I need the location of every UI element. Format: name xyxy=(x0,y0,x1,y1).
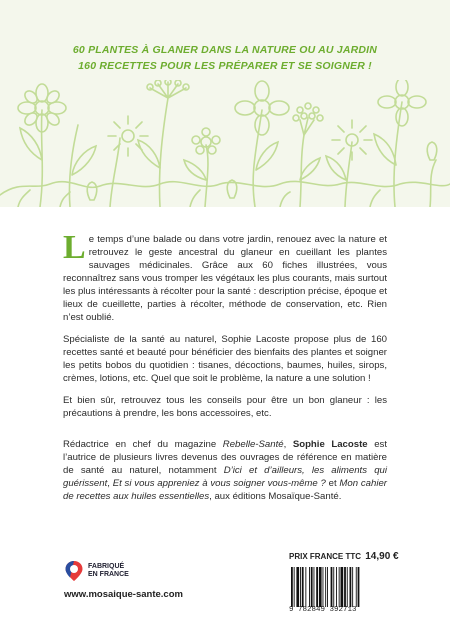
tagline-line-1: 60 PLANTES À GLANER DANS LA NATURE OU AU JARDIN xyxy=(72,44,378,56)
author-name: Sophie Lacoste xyxy=(292,439,368,450)
price-tag: PRIX FRANCE TTC 14,90 € xyxy=(289,551,399,562)
book-title-2: Et si vous appreniez à vous soigner vous-même ? xyxy=(112,478,326,489)
drop-cap: L xyxy=(63,229,86,266)
author-bio: Rédactrice en chef du magazine Rebelle-Santé, Sophie Lacoste est l’autrice de plusieurs livres devenus des ouvrages de référence en matière de santé au naturel, notamment D’ici et d’ailleurs, les aliments qui guérissent, Et si vous appreniez à vous soigner vous-même ? et Mon cahier de recettes aux huiles essentielles, aux éditions Mosaïque-Santé. xyxy=(63,439,387,502)
book-title-3: Mon cahier de recettes aux huiles essentielles xyxy=(63,478,387,502)
barcode-icon xyxy=(289,567,387,607)
botanical-illustration xyxy=(0,80,450,207)
magazine-title: Rebelle-Santé xyxy=(222,439,284,450)
barcode xyxy=(289,567,387,607)
location-pin-icon xyxy=(64,560,84,582)
paragraph-advice: Et bien sûr, retrouvez tous les conseils pour être un bon glaneur : les précautions à prendre, les bons accessoires, etc. xyxy=(63,395,387,419)
paragraph-intro: Le temps d’une balade ou dans votre jardin, renouez avec la nature et retrouvez le geste ancestral du glaneur en cueillant les plantes sauvages médicinales. Grâce aux 60 fiches illustrées, vous reconnaîtrez sans vous tromper les végétaux les plus courants, mais surtout les plus intéressants à récolter pour la santé : description précise, époque et lieux de cueillette, parties à récolter, méthode de conservation, etc. Rien n’est oublié. xyxy=(63,229,387,323)
book-title-1: D’ici et d’ailleurs, les aliments qui guérissent xyxy=(63,465,387,489)
paragraph-recipes: Spécialiste de la santé au naturel, Sophie Lacoste propose plus de 160 recettes santé et beauté pour bénéficier des bienfaits des plantes et soigner les petits bobos du quotidien : tisanes, décoctions, baumes, huiles, sirops, crèmes, lotions, etc. Quel que soit le problème, la nature a une solution ! xyxy=(63,334,387,384)
fabrique-en-france-logo xyxy=(64,560,129,582)
tagline-line-2: 160 RECETTES POUR LES PRÉPARER ET SE SOIGNER ! xyxy=(78,60,372,72)
website-url: www.mosaique-sante.com xyxy=(64,589,183,600)
tagline xyxy=(0,42,450,74)
header-band xyxy=(0,0,450,207)
fab-label: FABRIQUÉ EN FRANCE xyxy=(88,563,129,578)
barcode-digits: 9 782849 392713 xyxy=(289,606,357,614)
price-value: 14,90 € xyxy=(365,551,399,562)
description-text xyxy=(63,229,387,512)
